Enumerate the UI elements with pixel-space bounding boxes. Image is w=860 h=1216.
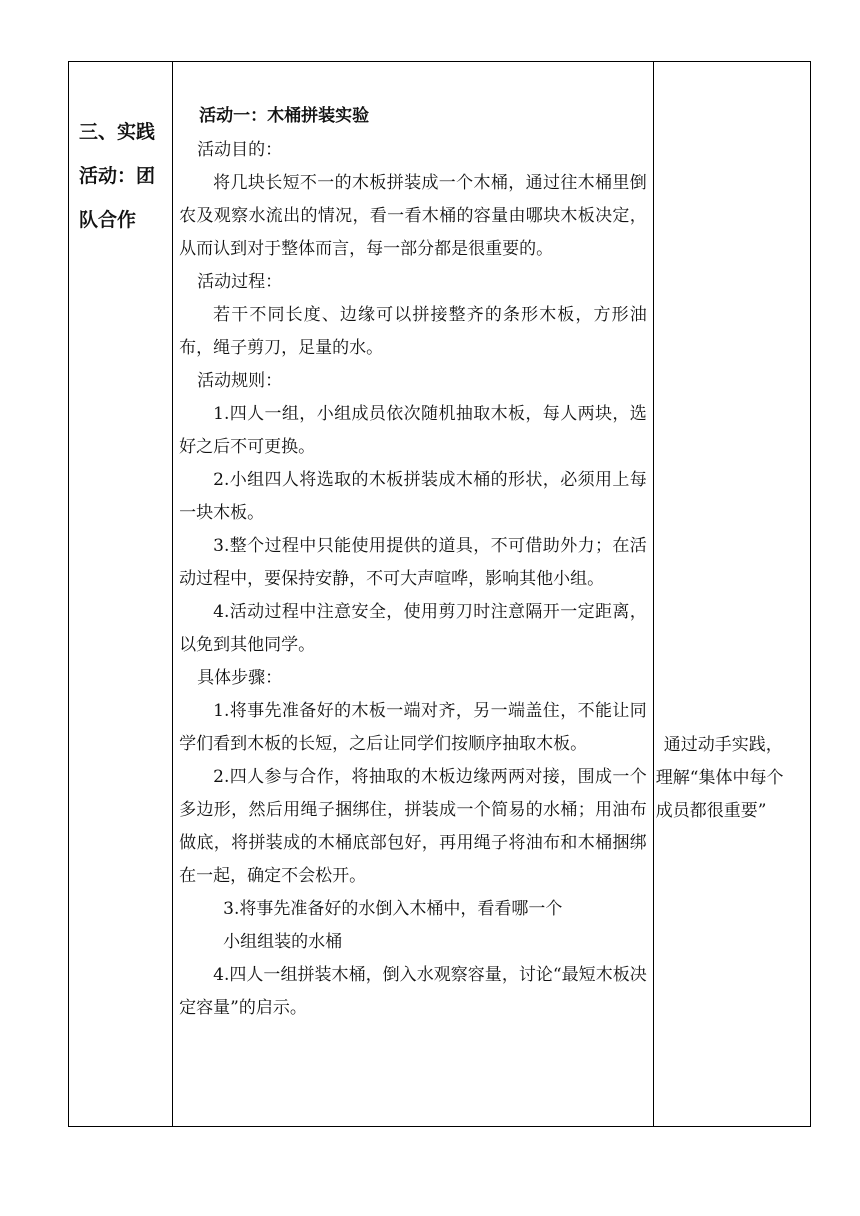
lesson-plan-table <box>68 61 811 1127</box>
design-intent-line: 理解“集体中每个 <box>655 768 784 788</box>
design-intent-line: 成员都很重要” <box>655 801 767 821</box>
activity-cell <box>173 62 654 1127</box>
rule-item: 2.小组四人将选取的木板拼装成木桶的形状，必须用上每一块木板。 <box>179 470 647 523</box>
process-text: 若干不同长度、边缘可以拼接整齐的条形木板，方形油布，绳子剪刀，足量的水。 <box>179 305 647 358</box>
step-item: 2.四人参与合作，将抽取的木板边缘两两对接，围成一个多边形，然后用绳子捆绑住，拼装成一个简易的水桶；用油布做底，将拼装成的木桶底部包好，再用绳子将油布和木桶捆绑在一起，确定不会松开。 <box>179 767 647 886</box>
purpose-text: 将几块长短不一的木板拼装成一个木桶，通过往木桶里倒农及观察水流出的情况，看一看木桶的容量由哪块木板决定，从而认到对于整体而言，每一部分都是很重要的。 <box>179 173 647 259</box>
step-item: 3.将事先准备好的水倒入木桶中，看看哪一个 <box>223 899 563 919</box>
activity-title: 活动一：木桶拼装实验 <box>199 106 370 126</box>
design-intent-cell <box>653 62 810 1127</box>
design-intent-note <box>654 62 810 828</box>
rule-item: 4.活动过程中注意安全，使用剪刀时注意隔开一定距离，以免到其他同学。 <box>179 602 647 655</box>
rule-item: 3.整个过程中只能使用提供的道具，不可借助外力；在活动过程中，要保持安静，不可大声喧哗，影响其他小组。 <box>179 536 647 589</box>
section-cell <box>69 62 173 1127</box>
table-row <box>69 62 811 1127</box>
purpose-heading: 活动目的： <box>197 140 283 160</box>
rules-heading: 活动规则： <box>197 371 283 391</box>
step-item-continued: 小组组装的水桶 <box>223 932 343 952</box>
section-title: 三、实践活动：团队合作 <box>79 121 156 231</box>
step-item: 4.四人一组拼装木桶，倒入水观察容量，讨论“最短木板决定容量”的启示。 <box>179 965 647 1018</box>
rule-item: 1.四人一组，小组成员依次随机抽取木板，每人两块，选好之后不可更换。 <box>179 404 647 457</box>
activity-content <box>173 62 653 1025</box>
step-item: 1.将事先准备好的木板一端对齐，另一端盖住，不能让同学们看到木板的长短，之后让同学们按顺序抽取木板。 <box>179 701 647 754</box>
steps-heading: 具体步骤： <box>197 668 283 688</box>
design-intent-line: 通过动手实践， <box>663 735 783 755</box>
process-heading: 活动过程： <box>197 272 283 292</box>
